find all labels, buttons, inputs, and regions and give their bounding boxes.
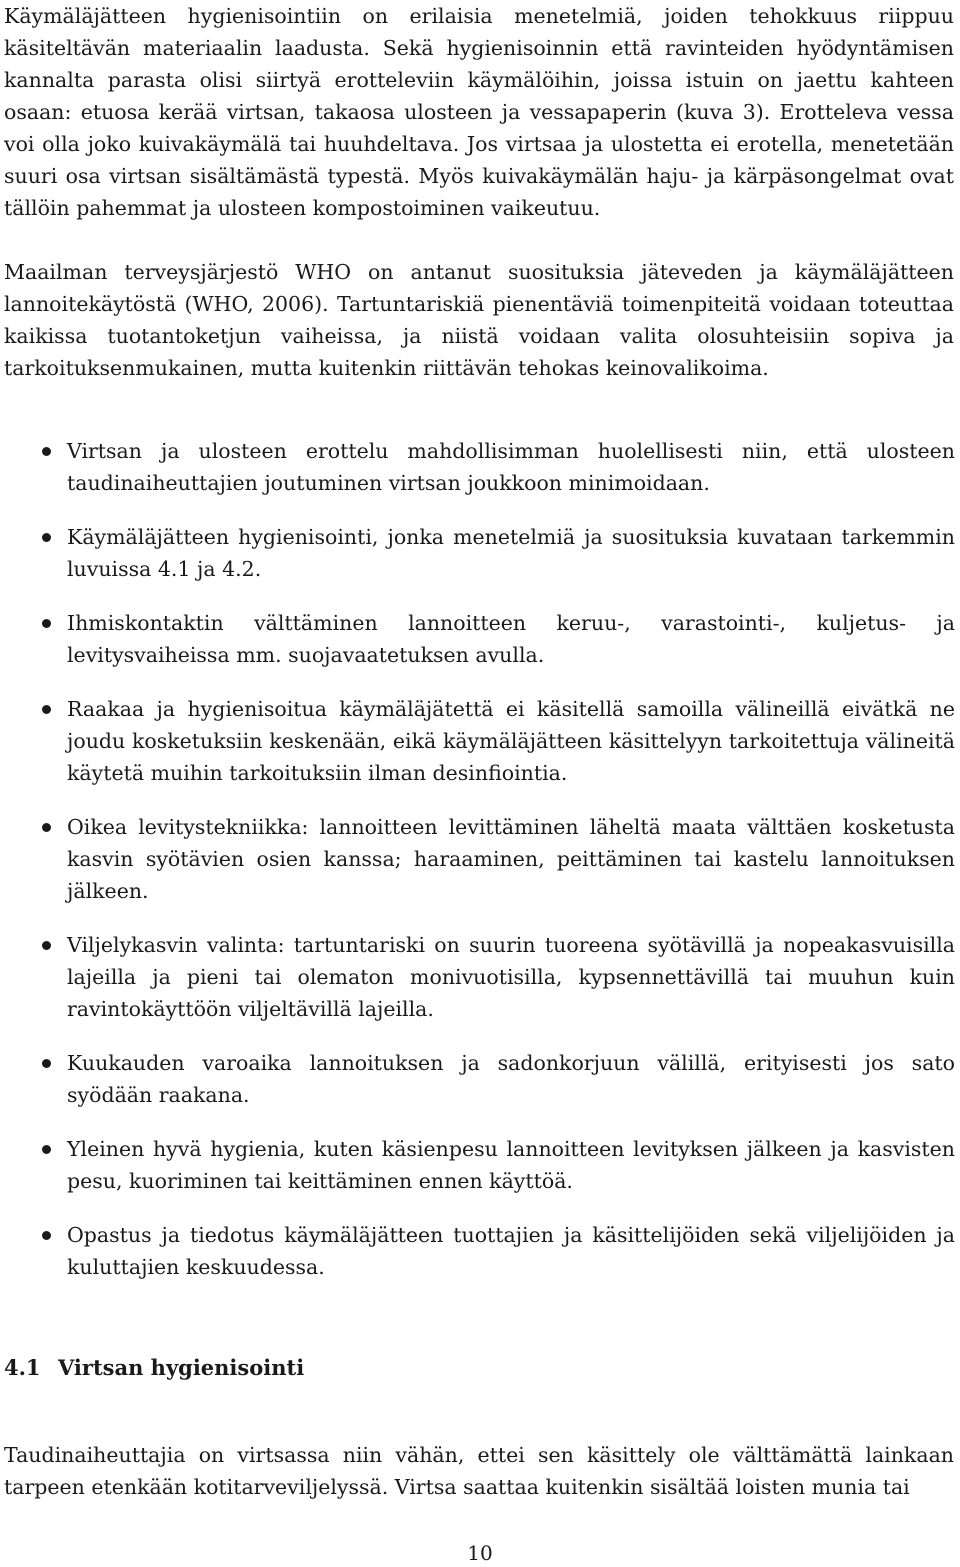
list-item-text: Virtsan ja ulosteen erottelu mahdollisimman huolellisesti niin, että ulosteen taudinaiheuttajien joutuminen virtsan joukkoon minimoidaan. <box>67 439 955 495</box>
list-item <box>0 521 955 585</box>
paragraph-urine-pathogens: Taudinaiheuttajia on virtsassa niin vähän, ettei sen käsittely ole välttämättä lainkaan tarpeen etenkään kotitarveviljelyssä. Virtsa saattaa kuitenkin sisältää loisten munia tai <box>4 1443 954 1499</box>
bullet-icon <box>42 1231 51 1240</box>
bullet-icon <box>42 447 51 456</box>
list-item <box>0 693 955 789</box>
section-heading <box>4 1352 304 1384</box>
list-item <box>0 929 955 1025</box>
list-item <box>0 811 955 907</box>
page-number: 10 <box>467 1541 493 1565</box>
list-item-text: Kuukauden varoaika lannoituksen ja sadonkorjuun välillä, erityisesti jos sato syödään raakana. <box>67 1051 955 1107</box>
bullet-icon <box>42 941 51 950</box>
list-item-text: Oikea levitystekniikka: lannoitteen levittäminen läheltä maata välttäen kosketusta kasvin syötävien osien kanssa; haraaminen, peittäminen tai kastelu lannoituksen jälkeen. <box>67 815 955 903</box>
bullet-icon <box>42 533 51 542</box>
bullet-icon <box>42 823 51 832</box>
list-item-text: Viljelykasvin valinta: tartuntariski on suurin tuoreena syötävillä ja nopeakasvuisilla lajeilla ja pieni tai olematon monivuotisilla, kypsennettävillä tai muuhun kuin ravintokäyttöön viljeltävillä lajeilla. <box>67 933 955 1021</box>
list-item-text: Yleinen hyvä hygienia, kuten käsienpesu lannoitteen levityksen jälkeen ja kasvisten pesu, kuoriminen tai keittäminen ennen käyttöä. <box>67 1137 955 1193</box>
list-item <box>0 1219 955 1283</box>
list-item-text: Käymäläjätteen hygienisointi, jonka menetelmiä ja suosituksia kuvataan tarkemmin luvuissa 4.1 ja 4.2. <box>67 525 955 581</box>
section-number: 4.1 <box>4 1355 41 1380</box>
paragraph-hygiene-methods: Käymäläjätteen hygienisointiin on erilaisia menetelmiä, joiden tehokkuus riippuu käsiteltävän materiaalin laadusta. Sekä hygienisoinnin että ravinteiden hyödyntämisen kannalta parasta olisi siirtyä erotteleviin käymälöihin, joissa istuin on jaettu kahteen osaan: etuosa kerää virtsan, takaosa ulosteen ja vessapaperin (kuva 3). Erotteleva vessa voi olla joko kuivakäymälä tai huuhdeltava. Jos virtsaa ja ulostetta ei erotella, menetetään suuri osa virtsan sisältämästä typestä. Myös kuivakäymälän haju- ja kärpäsongelmat ovat tällöin pahemmat ja ulosteen kompostoiminen vaikeutuu. <box>4 4 954 220</box>
bullet-icon <box>42 705 51 714</box>
list-item <box>0 607 955 671</box>
list-item-text: Ihmiskontaktin välttäminen lannoitteen keruu-, varastointi-, kuljetus- ja levitysvaiheissa mm. suojavaatetuksen avulla. <box>67 611 955 667</box>
list-item <box>0 1133 955 1197</box>
paragraph-who-recommendations: Maailman terveysjärjestö WHO on antanut suosituksia jäteveden ja käymäläjätteen lannoitekäytöstä (WHO, 2006). Tartuntariskiä pienentäviä toimenpiteitä voidaan toteuttaa kaikissa tuotantoketjun vaiheissa, ja niistä voidaan valita olosuhteisiin sopiva ja tarkoituksenmukainen, mutta kuitenkin riittävän tehokas keinovalikoima. <box>4 260 954 380</box>
section-title: Virtsan hygienisointi <box>58 1355 305 1380</box>
bullet-icon <box>42 1059 51 1068</box>
bullet-icon <box>42 1145 51 1154</box>
list-item-text: Opastus ja tiedotus käymäläjätteen tuottajien ja käsittelijöiden sekä viljelijöiden ja kuluttajien keskuudessa. <box>67 1223 955 1279</box>
list-item <box>0 435 955 499</box>
risk-reduction-list <box>0 435 960 1305</box>
list-item-text: Raakaa ja hygienisoitua käymäläjätettä ei käsitellä samoilla välineillä eivätkä ne joudu kosketuksiin keskenään, eikä käymäläjätteen käsittelyyn tarkoitettuja välineitä käytetä muihin tarkoituksiin ilman desinfiointia. <box>67 697 955 785</box>
bullet-icon <box>42 619 51 628</box>
list-item <box>0 1047 955 1111</box>
